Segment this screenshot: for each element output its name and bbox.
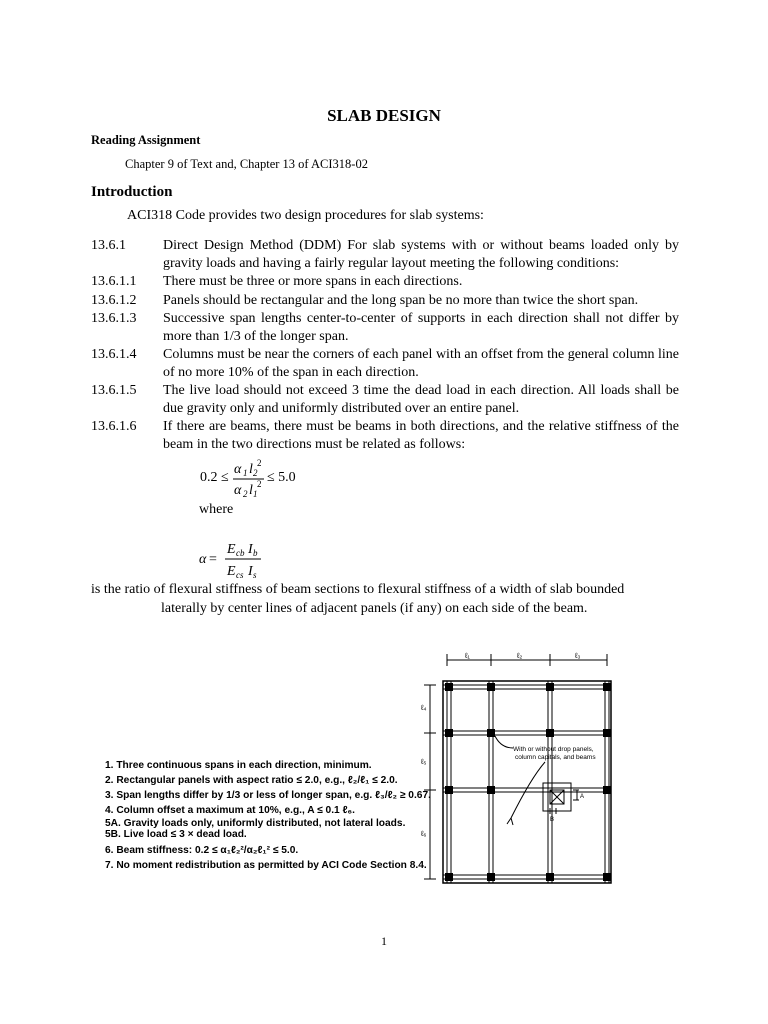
clause-text: Direct Design Method (DDM) For slab systems with or without beams loaded only by gravity loads and having a fairly regular layout meeting the following conditions: [163,238,679,271]
clause-text: Columns must be near the corners of each panel with an offset from the general column line of no more 10% of the span in each direction. [163,347,679,380]
svg-text:α: α [234,462,242,477]
alpha-explanation-line-1: is the ratio of flexural stiffness of beam sections to flexural stiffness of a width of slab bounded [91,582,625,597]
clause-number: 13.6.1.3 [91,311,137,326]
svg-text:E: E [227,564,236,579]
svg-text:2: 2 [257,458,262,468]
introduction-heading: Introduction [91,184,173,200]
callout-text: With or without drop panels, [513,746,594,753]
formula-lower-bound: 0.2 ≤ [200,470,229,485]
span-label: ℓ₆ [421,829,427,838]
clause-number: 13.6.1.2 [91,293,137,308]
formula-fraction [233,458,264,499]
span-label: ℓ₁ [465,651,470,660]
svg-text:l: l [249,483,253,498]
clause-13-6-1-2 [91,292,679,310]
reading-assignment-heading: Reading Assignment [91,133,201,147]
clause-number: 13.6.1.4 [91,347,137,362]
svg-text:E: E [227,542,236,557]
clause-text: The live load should not exceed 3 time the dead load in each direction. All loads shall be due gravity only and uniformly distributed over an entire panel. [163,383,679,416]
span-label: ℓ₅ [421,757,427,766]
span-label: ℓ₂ [517,651,523,660]
offset-label: B [550,817,555,823]
condition-item: 5B. Live load ≤ 3 × dead load. [105,829,247,840]
svg-text:cs: cs [236,570,244,580]
page-number: 1 [381,934,387,948]
introduction-text: ACI318 Code provides two design procedures for slab systems: [127,208,484,223]
condition-item: 2. Rectangular panels with aspect ratio ≤ 2.0, e.g., ℓ₂/ℓ₁ ≤ 2.0. [105,775,398,786]
svg-text:α: α [234,483,242,498]
stiffness-ratio-formula [200,456,330,502]
svg-text:cb: cb [236,548,245,558]
svg-text:I: I [248,542,253,557]
svg-text:2: 2 [257,479,262,489]
clause-13-6-1-6 [91,418,679,453]
callout-text: column capitals, and beams [515,754,596,761]
span-label: ℓ₃ [575,651,581,660]
clause-number: 13.6.1 [91,238,126,253]
clause-text: Panels should be rectangular and the long span be no more than twice the short span. [163,293,639,308]
reading-assignment-text: Chapter 9 of Text and, Chapter 13 of ACI318-02 [125,157,368,171]
clause-13-6-1 [91,237,679,272]
condition-item: 4. Column offset a maximum at 10%, e.g., A ≤ 0.1 ℓ₆. [105,805,355,816]
clause-13-6-1-4 [91,346,679,381]
offset-label: A [580,794,585,800]
page-title: SLAB DESIGN [327,106,441,125]
span-label: ℓ₄ [421,703,427,712]
clause-13-6-1-1 [91,273,679,291]
clause-number: 13.6.1.1 [91,274,137,289]
clause-text: If there are beams, there must be beams in both directions, and the relative stiffness of the beam in the two directions must be related as follows: [163,419,679,452]
alpha-explanation [91,581,679,618]
formula-upper-bound: ≤ 5.0 [267,470,296,485]
alpha-definition-formula [199,536,299,582]
svg-text:2: 2 [253,468,258,478]
slab-plan-diagram [421,648,691,896]
clause-text: Successive span lengths center-to-center of supports in each direction shall not differ by more than 1/3 of the longer span. [163,311,679,344]
svg-text:s: s [253,570,257,580]
condition-item: 5A. Gravity loads only, uniformly distributed, not lateral loads. [105,818,406,829]
condition-item: 3. Span lengths differ by 1/3 or less of longer span, e.g. ℓ₃/ℓ₂ ≥ 0.67. [105,790,431,801]
where-label: where [199,502,234,517]
clause-13-6-1-3 [91,310,679,345]
clause-13-6-1-5 [91,382,679,417]
clause-number: 13.6.1.6 [91,419,137,434]
svg-text:2: 2 [243,489,248,499]
alpha-explanation-line-2: laterally by center lines of adjacent panels (if any) on each side of the beam. [161,600,588,616]
clause-text: There must be three or more spans in each directions. [163,274,463,289]
svg-text:1: 1 [253,489,258,499]
condition-item: 1. Three continuous spans in each direction, minimum. [105,760,372,771]
condition-item: 7. No moment redistribution as permitted by ACI Code Section 8.4. [105,860,427,871]
svg-text:l: l [249,462,253,477]
svg-text:=: = [209,552,217,567]
svg-text:1: 1 [243,468,248,478]
condition-item: 6. Beam stiffness: 0.2 ≤ α₁ℓ₂²/α₂ℓ₁² ≤ 5.0. [105,845,299,856]
svg-text:α: α [199,552,207,567]
clause-number: 13.6.1.5 [91,383,137,398]
svg-text:b: b [253,548,258,558]
svg-text:I: I [248,564,253,579]
